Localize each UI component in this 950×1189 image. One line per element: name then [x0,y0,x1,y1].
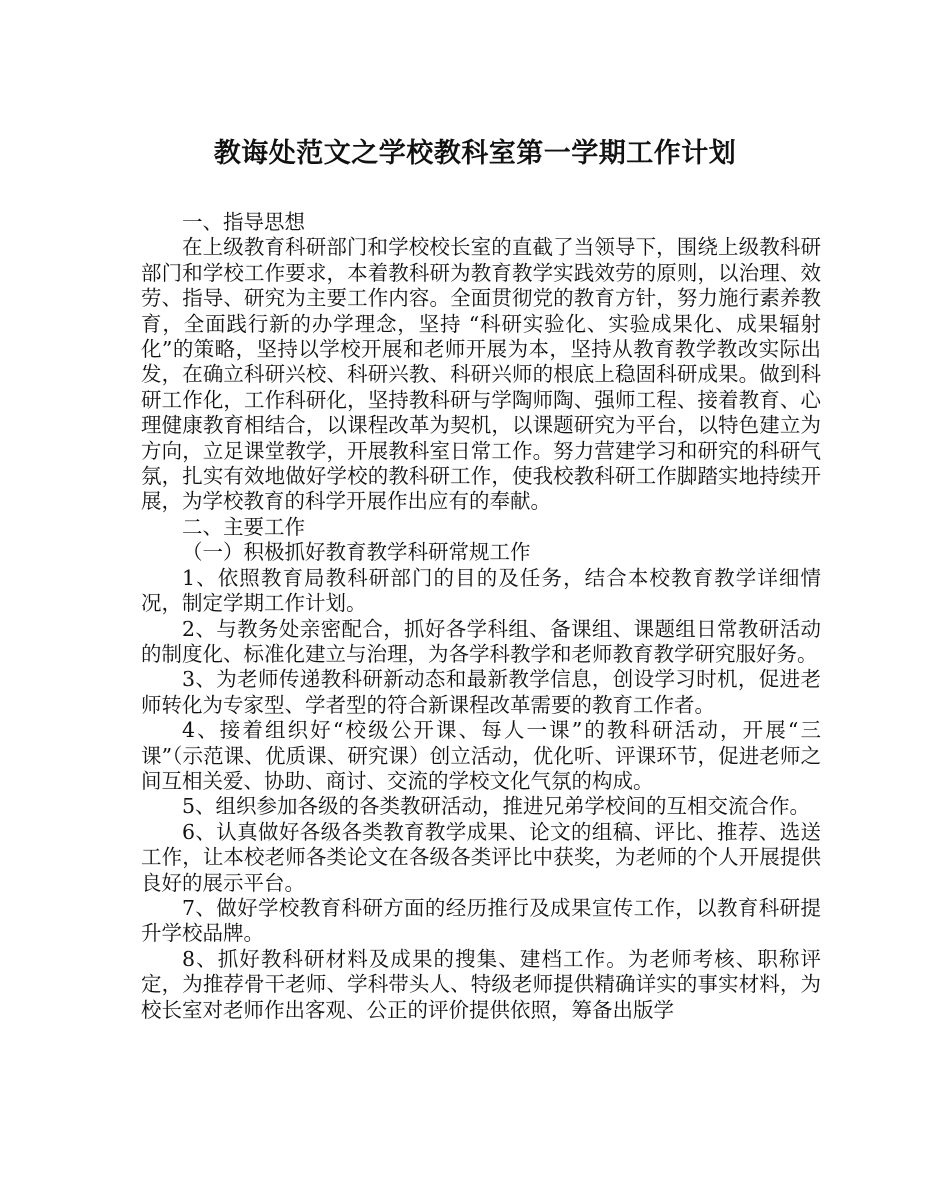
paragraph-guiding-thought: 在上级教育科研部门和学校校长室的直截了当领导下，围绕上级教科研部门和学校工作要求，本着教科研为教育教学实践效劳的原则，以治理、效劳、指导、研究为主要工作内容。全面贯彻党的教育方针，努力施行素养教育，全面践行新的办学理念，坚持 “科研实验化、实验成果化、成果辐射化”的策略，坚持以学校开展和老师开展为本，坚持从教育教学教改实际出发，在确立科研兴校、科研兴教、科研兴师的根底上稳固科研成果。做到科研工作化，工作科研化，坚持教科研与学陶师陶、强师工程、接着教育、心理健康教育相结合，以课程改革为契机，以课题研究为平台，以特色建立为方向，立足课堂教学，开展教科室日常工作。努力营建学习和研究的科研气氛，扎实有效地做好学校的教科研工作，使我校教科研工作脚踏实地持续开展，为学校教育的科学开展作出应有的奉献。 [141,235,821,514]
document-title: 教诲处范文之学校教科室第一学期工作计划 [213,138,737,169]
list-item-3: 3、为老师传递教科研新动态和最新教学信息，创设学习时机，促进老师转化为专家型、学者型的符合新课程改革需要的教育工作者。 [141,667,821,717]
subsection-heading-routine-work: （一）积极抓好教育教学科研常规工作 [182,540,531,565]
list-item-7: 7、做好学校教育科研方面的经历推行及成果宣传工作，以教育科研提升学校品牌。 [141,895,821,946]
section-heading-guiding-thought: 一、指导思想 [182,210,305,234]
document-body [141,210,821,1023]
list-item-5: 5、组织参加各级的各类教研活动，推进兄弟学校间的互相交流合作。 [182,794,811,819]
list-item-1: 1、依照教育局教科研部门的目的及任务，结合本校教育教学详细情况，制定学期工作计划。 [141,565,821,616]
list-item-2: 2、与教务处亲密配合，抓好各学科组、备课组、课题组日常教研活动的制度化、标准化建立与治理，为各学科教学和老师教育教学研究服好务。 [141,616,821,666]
list-item-4: 4、接着组织好“校级公开课、每人一课”的教科研活动，开展“三课”（示范课、优质课、研究课）创立活动，优化听、评课环节，促进老师之间互相关爱、协助、商讨、交流的学校文化气氛的构成。 [141,718,821,793]
section-heading-main-work: 二、主要工作 [182,514,305,539]
list-item-8: 8、抓好教科研材料及成果的搜集、建档工作。为老师考核、职称评定，为推荐骨干老师、学科带头人、特级老师提供精确详实的事实材料，为校长室对老师作出客观、公正的评价提供依照，筹备出版学 [141,946,821,1022]
list-item-6: 6、认真做好各级各类教育教学成果、论文的组稿、评比、推荐、选送工作，让本校老师各类论文在各级各类评比中获奖，为老师的个人开展提供良好的展示平台。 [141,819,821,895]
